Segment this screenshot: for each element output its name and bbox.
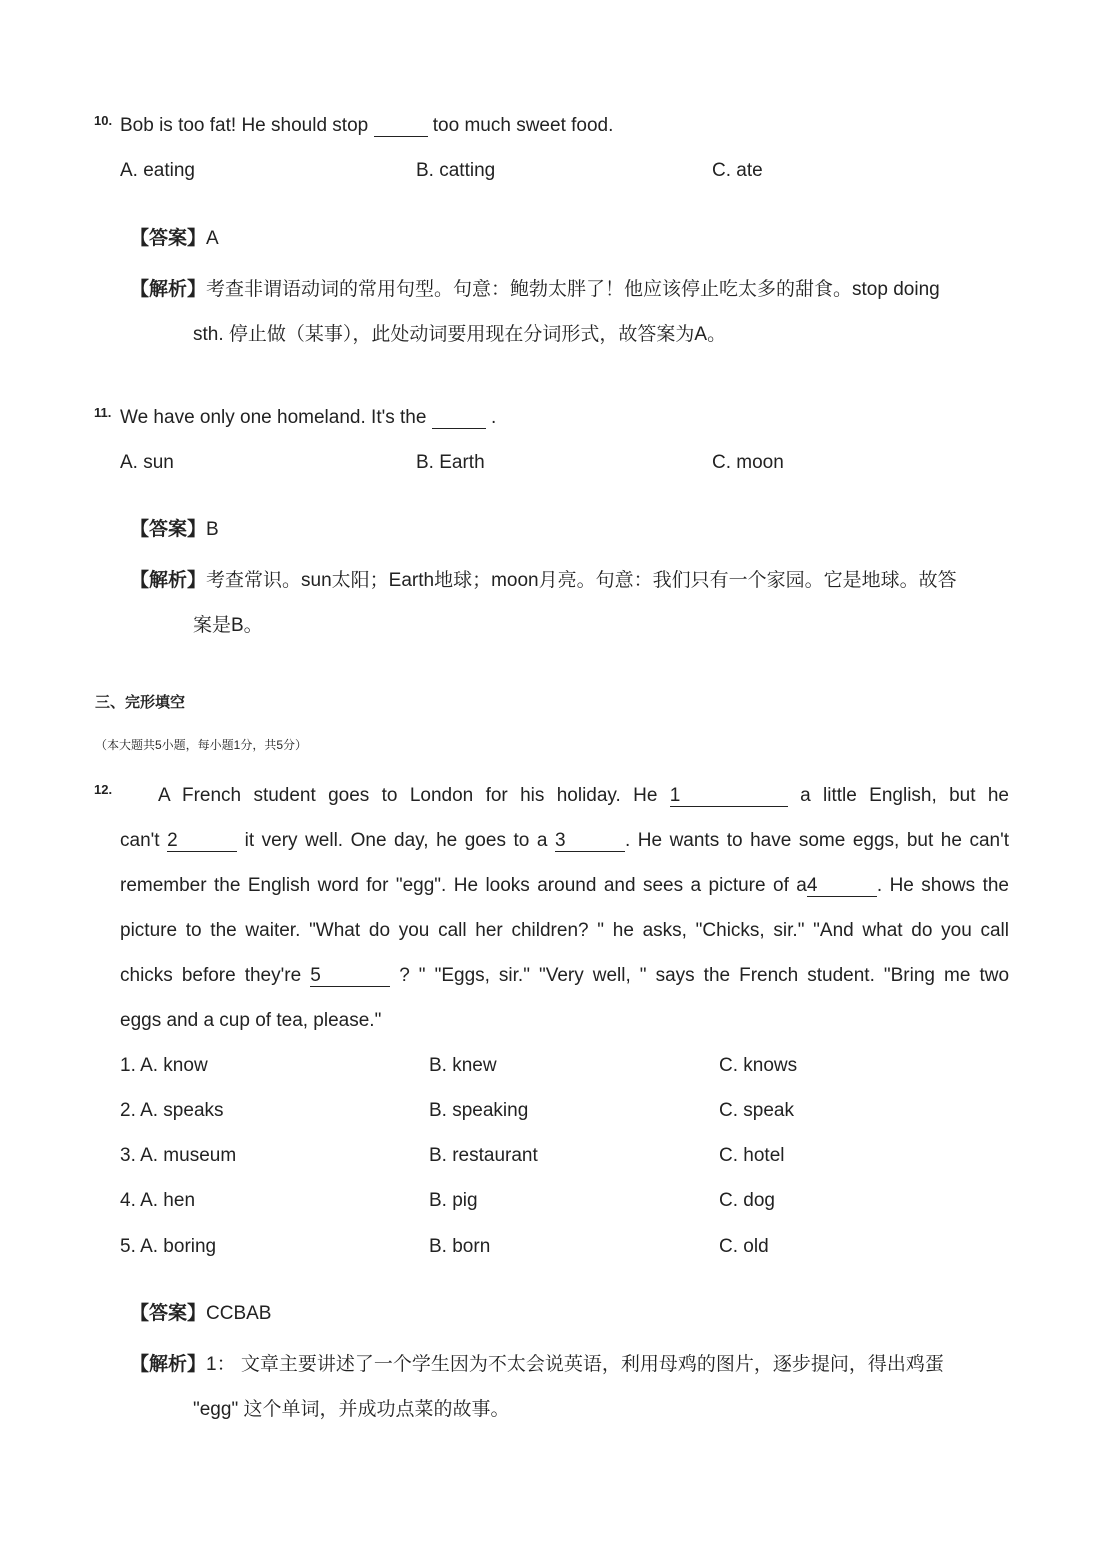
explanation [130, 267, 1000, 357]
explanation-text: 考查常识。sun太阳；Earth地球；moon月亮。句意：我们只有一个家园。它是地球。故答 [206, 570, 957, 591]
explanation-text: sth. 停止做（某事），此处动词要用现在分词形式，故答案为A。 [193, 324, 727, 345]
passage-line [120, 863, 1009, 908]
answer-row [130, 223, 219, 250]
passage-line [120, 998, 1009, 1043]
option-c: C. ate [712, 160, 763, 181]
cloze-blank-5: 5 [310, 966, 390, 987]
explanation [130, 1342, 1000, 1432]
passage-line [120, 908, 1009, 953]
passage-line [120, 818, 1009, 863]
cloze-blank-2: 2 [167, 831, 237, 852]
question-stem [120, 407, 496, 429]
answer-label: 【答案】 [130, 1303, 207, 1324]
explanation-text: 1： 文章主要讲述了一个学生因为不太会说英语，利用母鸡的图片，逐步提问，得出鸡蛋 [206, 1354, 944, 1375]
stem-text: . [490, 407, 497, 428]
passage-text: . He wants to have some eggs, but he can't [624, 830, 1009, 851]
explanation-label: 【解析】 [130, 279, 207, 300]
explanation-line [130, 1342, 1000, 1387]
answer-label: 【答案】 [130, 519, 207, 540]
passage-text: A French student goes to London for his holiday. He [158, 785, 658, 806]
cloze-blank-3: 3 [555, 831, 625, 852]
option-row-2-a: 2. A. speaks [120, 1100, 224, 1121]
question-stem [120, 115, 613, 137]
question-number: 12. [94, 782, 113, 797]
option-row-3-a: 3. A. museum [120, 1145, 237, 1166]
option-row-2-c: C. speak [719, 1100, 794, 1121]
option-row-5-b: B. born [429, 1236, 491, 1257]
passage-line [120, 953, 1009, 998]
option-b: B. Earth [416, 452, 485, 473]
passage-text: can't [120, 830, 160, 851]
explanation [130, 558, 1000, 648]
option-row-3-c: C. hotel [719, 1145, 785, 1166]
option-row-1-c: C. knows [719, 1055, 798, 1076]
answer-row [130, 514, 219, 541]
option-row-2-b: B. speaking [429, 1100, 529, 1121]
cloze-passage [120, 773, 1009, 1043]
explanation-text: 案是B。 [193, 615, 263, 636]
explanation-line [130, 603, 1000, 648]
explanation-label: 【解析】 [130, 1354, 207, 1375]
stem-text: Bob is too fat! He should stop [120, 115, 369, 136]
option-row-4-b: B. pig [429, 1190, 478, 1211]
passage-text: eggs and a cup of tea, please." [120, 1010, 382, 1031]
answer-value: CCBAB [206, 1303, 272, 1324]
passage-text: chicks before they're [120, 965, 302, 986]
passage-text: ? " "Eggs, sir." "Very well, " says the French student. "Bring me two [399, 965, 1010, 986]
cloze-blank-4: 4 [807, 876, 877, 897]
explanation-line [130, 312, 1000, 357]
answer-value: A [206, 228, 219, 249]
option-row-5-c: C. old [719, 1236, 769, 1257]
option-a: A. sun [120, 452, 174, 473]
answer-label: 【答案】 [130, 228, 207, 249]
question-number: 10. [94, 113, 113, 128]
passage-line [120, 773, 1009, 818]
question-number: 11. [94, 405, 112, 420]
answer-value: B [206, 519, 219, 540]
option-row-1-a: 1. A. know [120, 1055, 208, 1076]
option-row-5-a: 5. A. boring [120, 1236, 217, 1257]
option-row-4-a: 4. A. hen [120, 1190, 196, 1211]
explanation-line [130, 558, 1000, 603]
cloze-blank-1: 1 [670, 786, 788, 807]
answer-blank [432, 408, 486, 429]
explanation-label: 【解析】 [130, 570, 207, 591]
passage-text: picture to the waiter. "What do you call her children? " he asks, "Chicks, sir." "And what do you call [120, 920, 1009, 941]
answer-blank [374, 116, 428, 137]
answer-row [130, 1298, 271, 1325]
explanation-line [130, 267, 1000, 312]
option-b: B. catting [416, 160, 496, 181]
option-row-1-b: B. knew [429, 1055, 497, 1076]
passage-text: it very well. One day, he goes to a [244, 830, 548, 851]
passage-text: remember the English word for "egg". He looks around and sees a picture of a [120, 875, 807, 896]
stem-text: too much sweet food. [432, 115, 614, 136]
stem-text: We have only one homeland. It's the [120, 407, 427, 428]
section-title: 三、完形填空 [95, 694, 186, 711]
option-a: A. eating [120, 160, 195, 181]
section-note: （本大题共5小题，每小题1分，共5分） [95, 738, 308, 752]
explanation-text: "egg" 这个单词，并成功点菜的故事。 [193, 1399, 510, 1420]
explanation-line [130, 1387, 1000, 1432]
passage-text: a little English, but he [800, 785, 1009, 806]
option-row-4-c: C. dog [719, 1190, 775, 1211]
option-row-3-b: B. restaurant [429, 1145, 538, 1166]
passage-text: . He shows the [876, 875, 1009, 896]
explanation-text: 考查非谓语动词的常用句型。句意：鲍勃太胖了！他应该停止吃太多的甜食。stop doing [206, 279, 940, 300]
option-c: C. moon [712, 452, 784, 473]
